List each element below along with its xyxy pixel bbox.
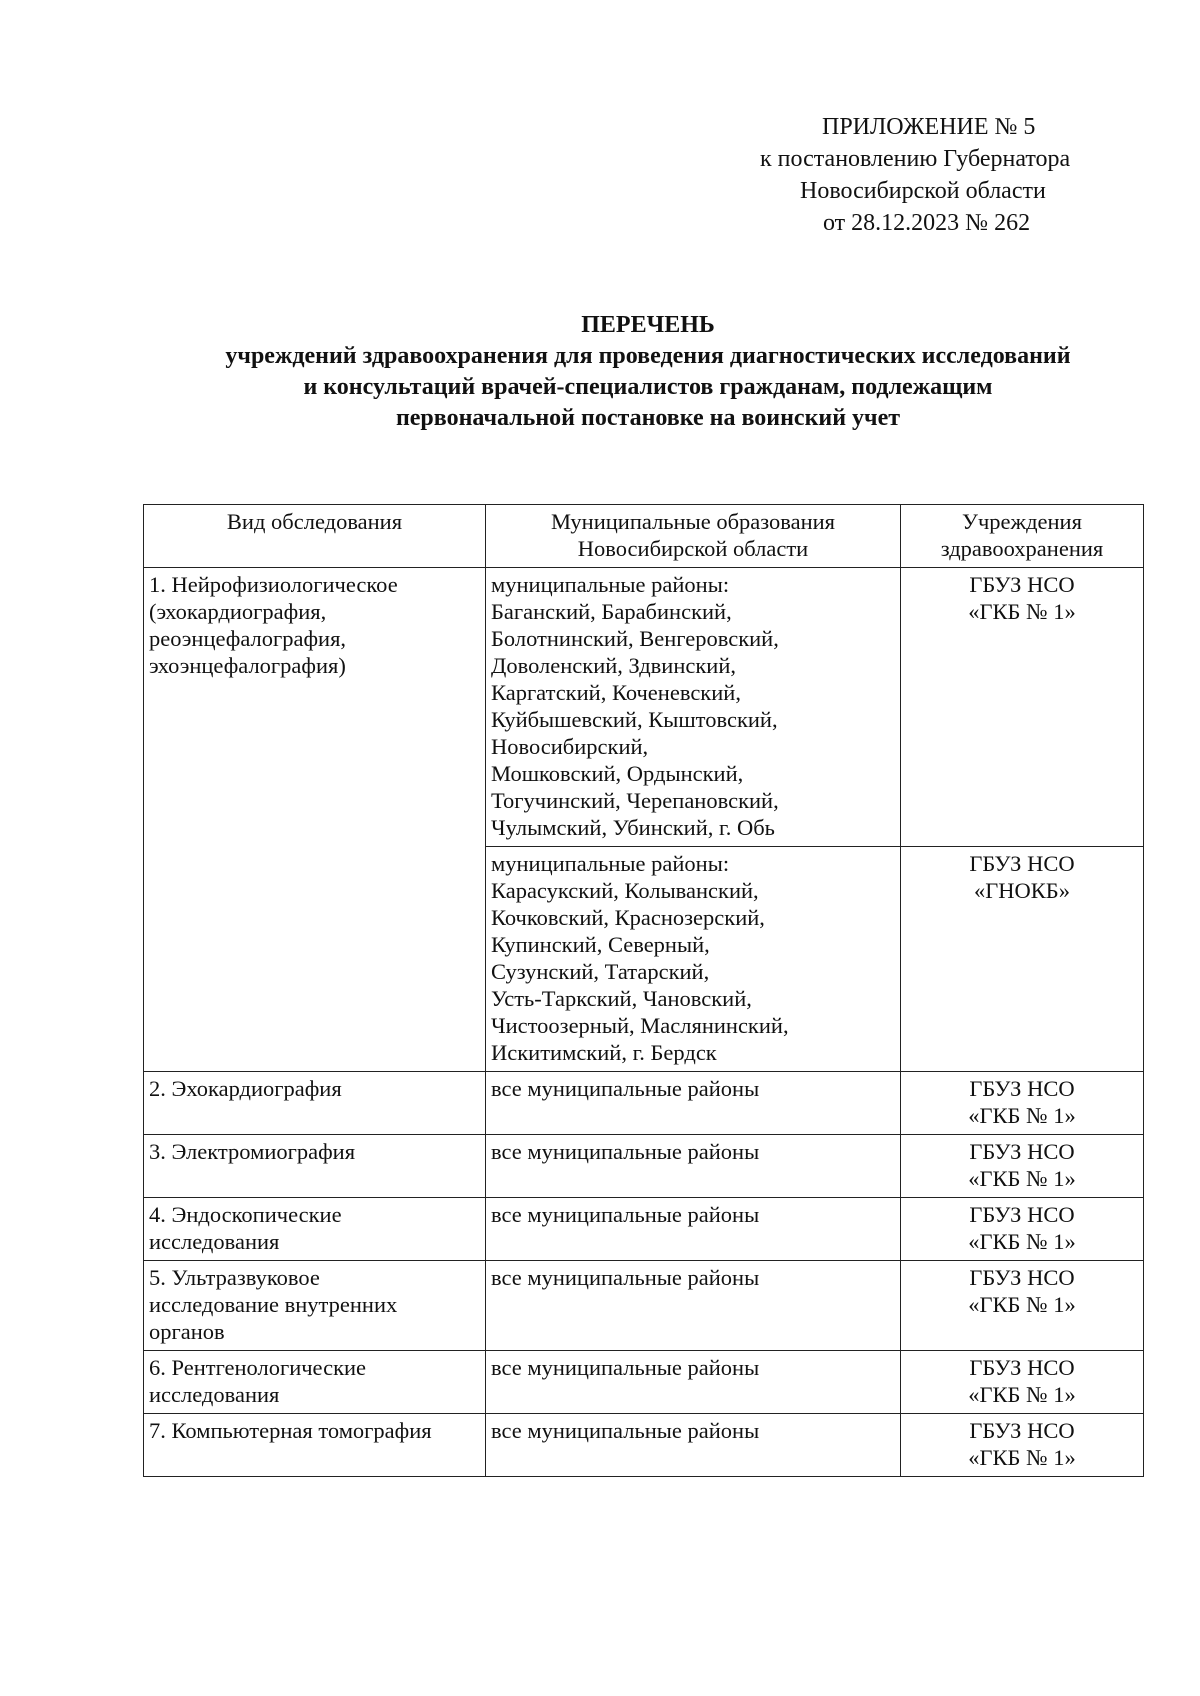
table-row (144, 1351, 1144, 1414)
districts-cell: муниципальные районы: Карасукский, Колыванский, Кочковский, Краснозерский, Купинский, Северный, Сузунский, Татарский, Усть-Таркский, Чановский, Чистоозерный, Маслянинский, Искитимский, г. Бердск (486, 847, 901, 1072)
title-subtitle-line: учреждений здравоохранения для проведения диагностических исследований (225, 343, 1071, 369)
institution-cell: ГБУЗ НСО «ГКБ № 1» (901, 1261, 1144, 1351)
institution-cell: ГБУЗ НСО «ГКБ № 1» (901, 568, 1144, 847)
table-header-row (144, 505, 1144, 568)
appendix-number: ПРИЛОЖЕНИЕ № 5 (822, 114, 1036, 140)
districts-cell: все муниципальные районы (486, 1198, 901, 1261)
institution-cell: ГБУЗ НСО «ГКБ № 1» (901, 1351, 1144, 1414)
districts-cell: все муниципальные районы (486, 1072, 901, 1135)
exam-cell: 7. Компьютерная томография (144, 1414, 486, 1477)
districts-cell: все муниципальные районы (486, 1414, 901, 1477)
districts-cell: все муниципальные районы (486, 1261, 901, 1351)
table-row (144, 568, 1144, 847)
table-row (144, 1135, 1144, 1198)
exam-cell: 6. Рентгенологические исследования (144, 1351, 486, 1414)
exam-cell: 1. Нейрофизиологическое (эхокардиография, реоэнцефалография, эхоэнцефалография) (144, 568, 486, 1072)
institution-cell: ГБУЗ НСО «ГКБ № 1» (901, 1198, 1144, 1261)
header-exam-type: Вид обследования (144, 505, 486, 568)
institution-cell: ГБУЗ НСО «ГКБ № 1» (901, 1135, 1144, 1198)
districts-cell: муниципальные районы: Баганский, Барабинский, Болотнинский, Венгеровский, Доволенский, Здвинский, Каргатский, Коченевский, Куйбышевский, Кыштовский, Новосибирский, Мошковский, Ордынский, Тогучинский, Черепановский, Чулымский, Убинский, г. Обь (486, 568, 901, 847)
districts-cell: все муниципальные районы (486, 1351, 901, 1414)
exam-cell: 2. Эхокардиография (144, 1072, 486, 1135)
title-subtitle-line: первоначальной постановке на воинский учет (395, 405, 901, 431)
table-row (144, 1414, 1144, 1477)
exam-cell: 4. Эндоскопические исследования (144, 1198, 486, 1261)
districts-cell: все муниципальные районы (486, 1135, 901, 1198)
table-row (144, 1261, 1144, 1351)
document-title (120, 310, 1176, 434)
title-main: ПЕРЕЧЕНЬ (581, 312, 715, 338)
table-row (144, 1198, 1144, 1261)
appendix-date-number: от 28.12.2023 № 262 (823, 210, 1031, 236)
title-subtitle-line: и консультаций врачей-специалистов гражданам, подлежащим (303, 374, 993, 400)
institutions-table (143, 504, 1144, 1477)
institution-cell: ГБУЗ НСО «ГНОКБ» (901, 847, 1144, 1072)
exam-cell: 3. Электромиография (144, 1135, 486, 1198)
appendix-region: Новосибирской области (800, 178, 1046, 204)
institution-cell: ГБУЗ НСО «ГКБ № 1» (901, 1414, 1144, 1477)
exam-cell: 5. Ультразвуковое исследование внутренних органов (144, 1261, 486, 1351)
appendix-decree-ref: к постановлению Губернатора (760, 146, 1071, 172)
header-institutions: Учреждения здравоохранения (901, 505, 1144, 568)
institution-cell: ГБУЗ НСО «ГКБ № 1» (901, 1072, 1144, 1135)
header-municipalities: Муниципальные образования Новосибирской области (486, 505, 901, 568)
table-row (144, 1072, 1144, 1135)
